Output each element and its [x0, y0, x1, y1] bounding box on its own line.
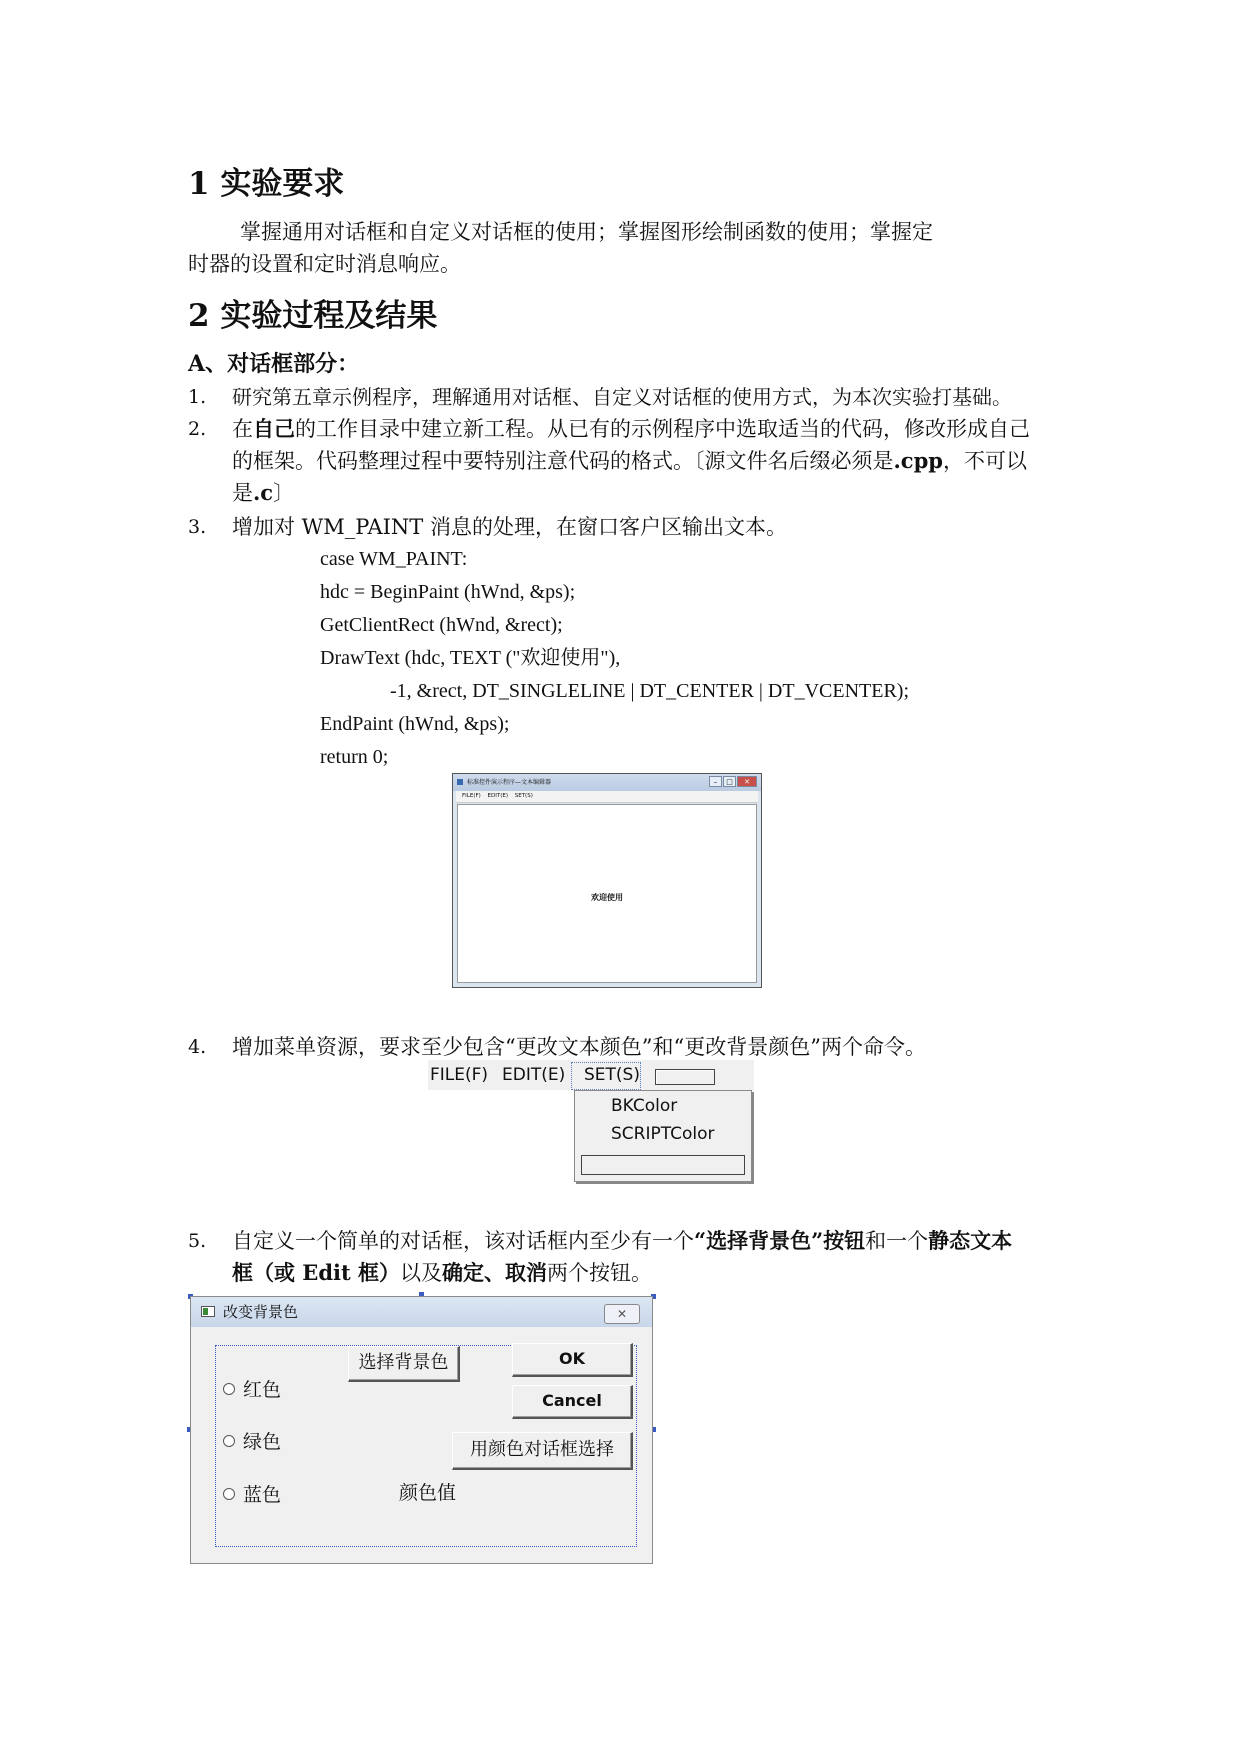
radio-circle-icon — [223, 1383, 235, 1395]
code-line: EndPaint (hWnd, &ps); — [320, 713, 510, 735]
code-line: return 0; — [320, 746, 389, 768]
item-5-line1 — [232, 1225, 1012, 1257]
item-1-number: 1. — [188, 386, 207, 408]
item-4-number: 4. — [188, 1036, 207, 1058]
section-1-title: 1 实验要求 — [188, 166, 345, 202]
item-2-text: 的框架。代码整理过程中要特别注意代码的格式。〔源文件名后缀必须是 — [232, 449, 894, 473]
item-2-line1 — [232, 413, 1030, 445]
code-line: hdc = BeginPaint (hWnd, &ps); — [320, 581, 576, 603]
item-1-text: 研究第五章示例程序，理解通用对话框、自定义对话框的使用方式，为本次实验打基础。 — [232, 385, 1012, 409]
close-icon[interactable]: ✕ — [604, 1304, 640, 1324]
radio-blue-label: 蓝色 — [243, 1484, 282, 1506]
item-5-line2 — [232, 1257, 652, 1289]
radio-green-label: 绿色 — [243, 1431, 282, 1453]
window-titlebar — [453, 774, 761, 791]
color-value-label: 颜色值 — [399, 1482, 457, 1504]
menu-item-scriptcolor[interactable]: SCRIPTColor — [611, 1124, 715, 1144]
dialog-icon — [201, 1306, 215, 1317]
item-2-text: 〕 — [273, 481, 295, 505]
radio-circle-icon — [223, 1435, 235, 1447]
menu-empty-slot — [655, 1069, 715, 1085]
app-icon — [457, 779, 463, 785]
item-5-text: 和一个 — [865, 1229, 929, 1253]
menu-set[interactable]: SET(S) — [584, 1065, 640, 1085]
window-client-area — [457, 804, 757, 983]
menu-item-bkcolor[interactable]: BKColor — [611, 1096, 678, 1116]
color-dialog-button[interactable]: 用颜色对话框选择 — [452, 1432, 633, 1470]
item-5-bold: “选择背景色”按钮 — [694, 1228, 866, 1253]
menu-screenshot — [428, 1060, 754, 1190]
dialog-title: 改变背景色 — [223, 1303, 299, 1321]
item-5-number: 5. — [188, 1230, 207, 1252]
welcome-text: 欢迎使用 — [591, 893, 623, 902]
dialog-screenshot — [190, 1296, 653, 1564]
window-title: 标准控件演示程序—文本编辑器 — [467, 779, 552, 786]
item-2-bold: 自己 — [253, 416, 295, 441]
item-2-number: 2. — [188, 418, 207, 440]
minimize-icon[interactable]: – — [709, 776, 722, 787]
radio-green[interactable] — [223, 1427, 281, 1454]
item-2-line2 — [232, 445, 1027, 477]
menu-file[interactable]: FILE(F) — [430, 1065, 489, 1085]
radio-blue[interactable] — [223, 1480, 281, 1507]
radio-red[interactable] — [223, 1375, 281, 1402]
item-5-text: 以及 — [400, 1261, 442, 1285]
subsection-a-title: A、对话框部分： — [188, 351, 360, 377]
maximize-icon[interactable]: □ — [723, 776, 736, 787]
menu-edit[interactable]: EDIT(E) — [502, 1065, 566, 1085]
code-line: case WM_PAINT: — [320, 548, 468, 570]
item-2-text: 的工作目录中建立新工程。从已有的示例程序中选取适当的代码，修改形成自己 — [295, 417, 1030, 441]
code-line: GetClientRect (hWnd, &rect); — [320, 614, 563, 636]
menubar — [428, 1060, 754, 1090]
section-1-para-line1: 掌握通用对话框和自定义对话框的使用；掌握图形绘制函数的使用；掌握定 — [240, 220, 933, 244]
item-5-bold: 确定、取消 — [442, 1260, 547, 1285]
dialog-titlebar — [191, 1297, 652, 1327]
item-3-number: 3. — [188, 516, 207, 538]
item-2-line3 — [232, 477, 294, 509]
item-5-bold: 框（或 Edit 框） — [232, 1260, 400, 1285]
item-3-text: 增加对 WM_PAINT 消息的处理，在窗口客户区输出文本。 — [232, 515, 787, 539]
item-5-text: 两个按钮。 — [547, 1261, 652, 1285]
item-2-bold: .cpp — [893, 448, 943, 473]
code-line: -1, &rect, DT_SINGLELINE | DT_CENTER | DT_VCENTER); — [320, 680, 910, 702]
radio-circle-icon — [223, 1488, 235, 1500]
window-controls — [709, 776, 757, 787]
item-2-text: ，不可以 — [942, 449, 1027, 473]
item-5-text: 自定义一个简单的对话框，该对话框内至少有一个 — [232, 1229, 694, 1253]
code-line: DrawText (hdc, TEXT ("欢迎使用"), — [320, 647, 621, 669]
ok-button[interactable]: OK — [512, 1343, 633, 1377]
item-2-bold: .c — [253, 480, 274, 505]
set-dropdown — [574, 1090, 752, 1182]
choose-bg-button[interactable]: 选择背景色 — [348, 1346, 460, 1382]
close-icon[interactable]: ✕ — [737, 776, 757, 787]
item-5-bold: 静态文本 — [928, 1228, 1013, 1253]
cancel-button[interactable]: Cancel — [512, 1385, 633, 1419]
item-2-text: 在 — [232, 417, 253, 441]
window-menubar[interactable]: FILE(F) EDIT(E) SET(S) — [456, 791, 758, 803]
section-2-title: 2 实验过程及结果 — [188, 298, 438, 334]
app-window-screenshot — [452, 773, 762, 988]
item-2-text: 是 — [232, 481, 253, 505]
radio-red-label: 红色 — [243, 1379, 282, 1401]
item-4-text: 增加菜单资源，要求至少包含“更改文本颜色”和“更改背景颜色”两个命令。 — [232, 1035, 926, 1059]
menu-item-empty — [581, 1155, 745, 1175]
section-1-para-line2: 时器的设置和定时消息响应。 — [188, 252, 461, 276]
